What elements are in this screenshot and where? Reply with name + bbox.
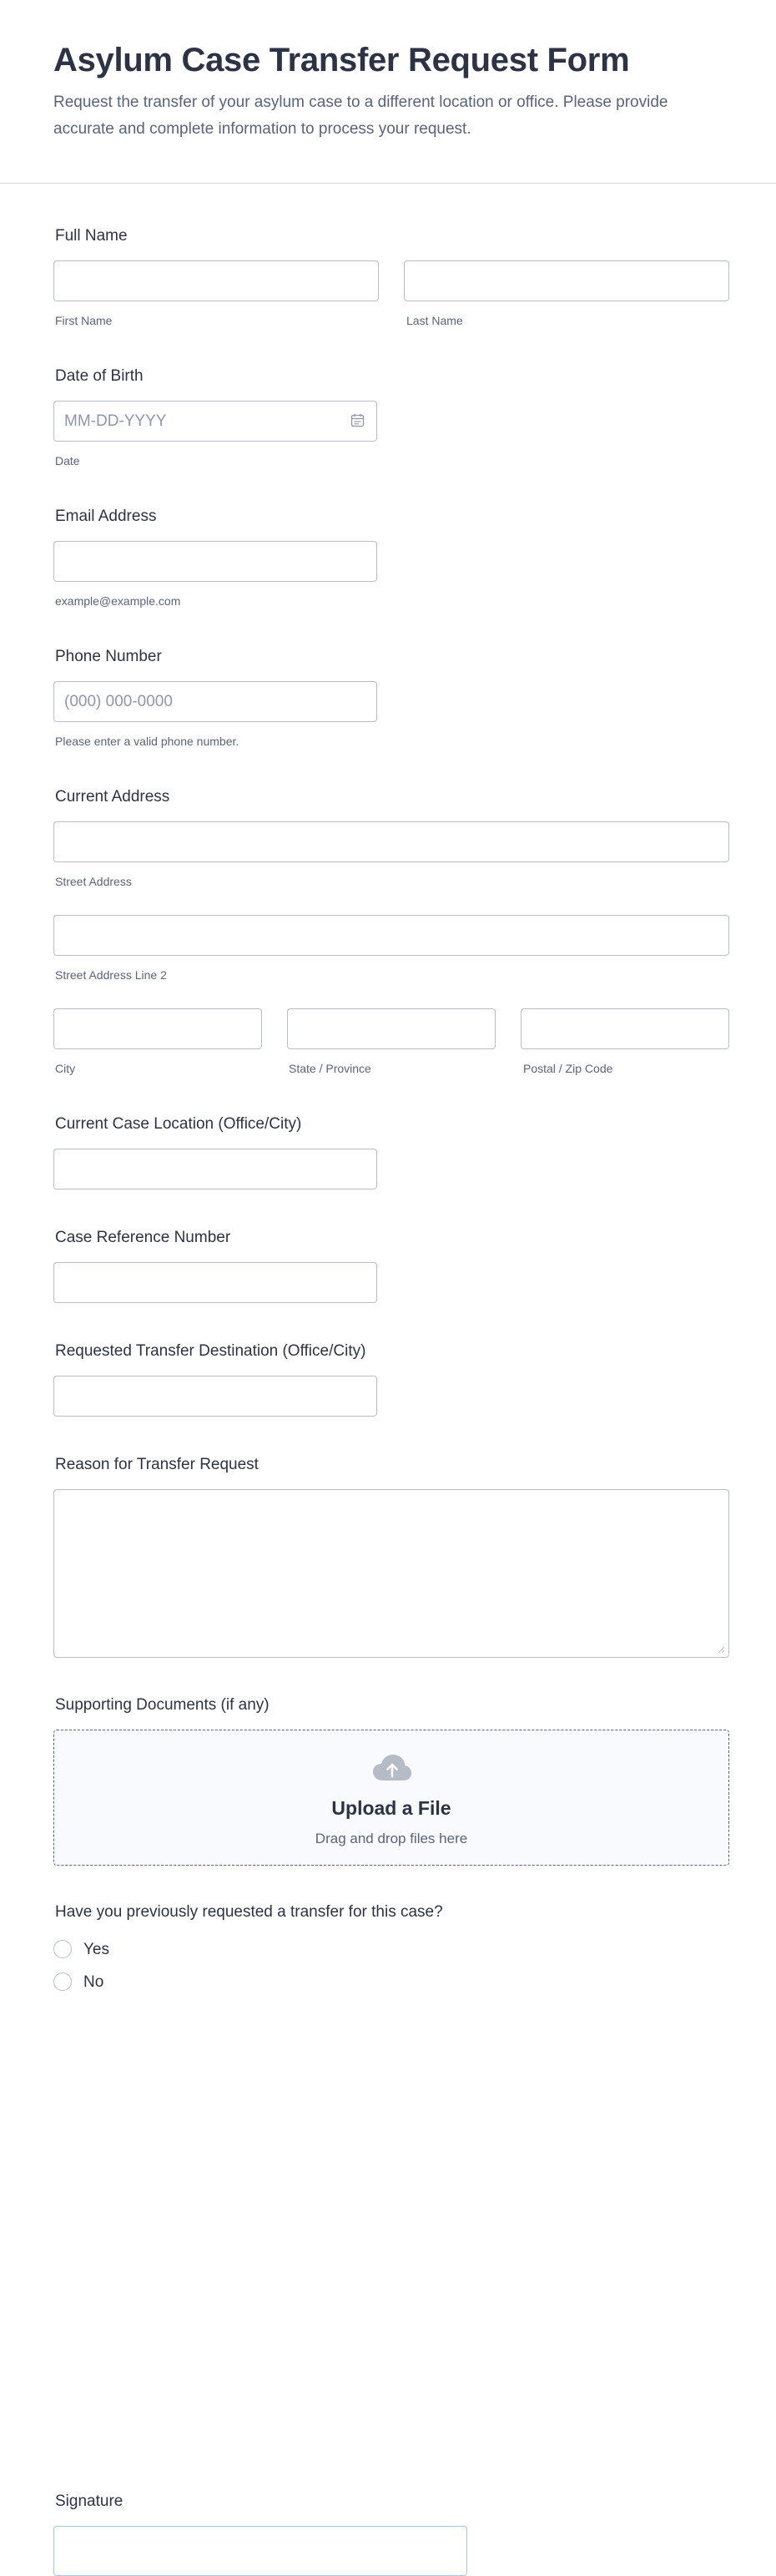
street-address-sublabel: Street Address — [55, 875, 132, 888]
upload-subtitle: Drag and drop files here — [315, 1831, 468, 1846]
radio-yes-label[interactable]: Yes — [83, 1941, 109, 1958]
phone-label: Phone Number — [55, 648, 162, 665]
last-name-input[interactable] — [404, 260, 729, 301]
email-sublabel: example@example.com — [55, 594, 181, 608]
upload-title: Upload a File — [331, 1797, 451, 1819]
previous-request-label: Have you previously requested a transfer for this case? — [55, 1903, 443, 1921]
signature-pad[interactable] — [53, 2526, 467, 2576]
file-upload-dropzone[interactable] — [53, 1730, 729, 1866]
city-input[interactable] — [53, 1008, 262, 1049]
zip-sublabel: Postal / Zip Code — [523, 1062, 613, 1075]
radio-yes[interactable] — [53, 1940, 72, 1958]
last-name-sublabel: Last Name — [406, 314, 463, 327]
dob-label: Date of Birth — [55, 367, 144, 385]
case-reference-input[interactable] — [53, 1262, 377, 1303]
form-title: Asylum Case Transfer Request Form — [53, 42, 630, 78]
form-subtitle: Request the transfer of your asylum case to a different location or office. Please provide accurate and complete information to process your request. — [53, 93, 668, 138]
reason-label: Reason for Transfer Request — [55, 1456, 259, 1473]
form-header — [0, 0, 776, 184]
street-address-input[interactable] — [53, 821, 729, 862]
street-address-line2-input[interactable] — [53, 915, 729, 956]
email-input[interactable] — [53, 541, 377, 582]
street-address-line2-sublabel: Street Address Line 2 — [55, 968, 167, 982]
first-name-sublabel: First Name — [55, 314, 113, 327]
calendar-icon[interactable] — [350, 413, 365, 427]
signature-label: Signature — [55, 2493, 123, 2510]
current-location-input[interactable] — [53, 1149, 377, 1190]
cloud-upload-icon — [372, 1754, 412, 1782]
dob-sublabel: Date — [55, 454, 80, 467]
phone-sublabel: Please enter a valid phone number. — [55, 735, 239, 748]
documents-label: Supporting Documents (if any) — [55, 1696, 270, 1714]
phone-placeholder: (000) 000-0000 — [64, 693, 173, 710]
first-name-input[interactable] — [53, 260, 379, 301]
dob-input[interactable] — [53, 401, 377, 442]
reason-textarea[interactable] — [53, 1489, 729, 1658]
address-label: Current Address — [55, 788, 170, 806]
destination-label: Requested Transfer Destination (Office/City) — [55, 1342, 366, 1360]
destination-input[interactable] — [53, 1376, 377, 1417]
zip-input[interactable] — [521, 1008, 729, 1049]
radio-no[interactable] — [53, 1972, 72, 1991]
state-sublabel: State / Province — [289, 1062, 371, 1075]
city-sublabel: City — [55, 1062, 76, 1075]
phone-input[interactable] — [53, 681, 377, 722]
dob-placeholder: MM-DD-YYYY — [64, 412, 167, 430]
radio-no-label[interactable]: No — [83, 1973, 104, 1991]
current-location-label: Current Case Location (Office/City) — [55, 1115, 302, 1133]
full-name-label: Full Name — [55, 227, 128, 245]
case-reference-label: Case Reference Number — [55, 1229, 231, 1246]
resize-handle-icon[interactable] — [717, 1645, 725, 1654]
state-input[interactable] — [287, 1008, 496, 1049]
email-label: Email Address — [55, 508, 157, 525]
